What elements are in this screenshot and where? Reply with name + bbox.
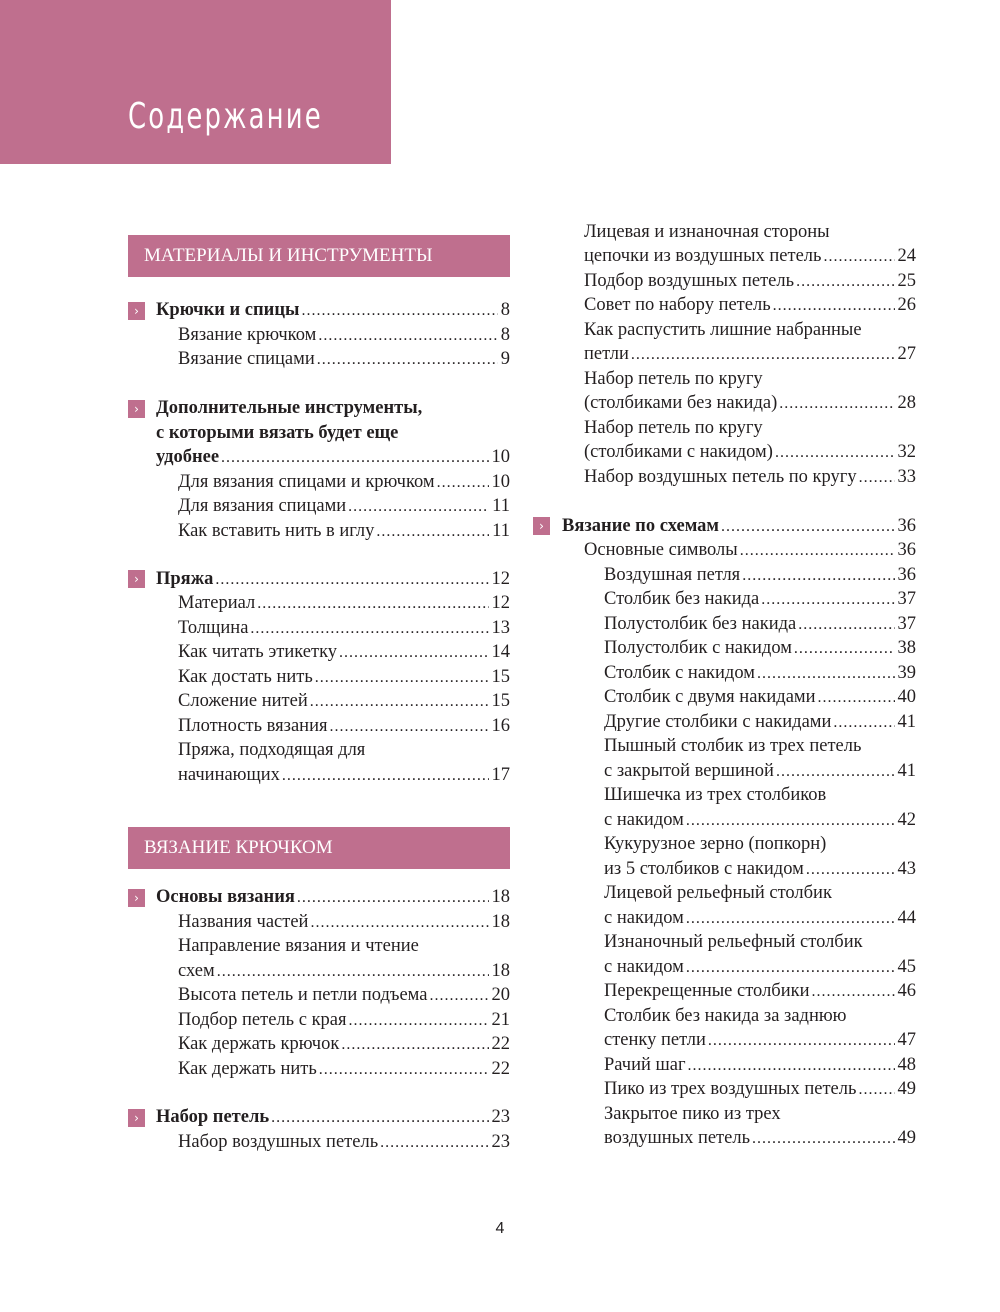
toc-entry-page: 21 — [491, 1010, 510, 1030]
toc-entry[interactable] — [178, 763, 510, 788]
toc-entry-title: Столбик без накида — [604, 589, 760, 609]
leader-dots — [818, 686, 895, 711]
toc-entry-title: Полустолбик без накида — [604, 614, 797, 634]
toc-entry-page: 24 — [897, 246, 916, 266]
leader-dots — [740, 539, 895, 564]
leader-dots — [349, 1009, 489, 1034]
toc-entry-title: с закрытой вершиной — [604, 761, 774, 781]
toc-entry-title: Крючки и спицы — [156, 300, 300, 320]
leader-dots — [429, 984, 488, 1009]
leader-dots — [341, 1033, 488, 1058]
leader-dots — [380, 1131, 488, 1156]
toc-entry[interactable] — [178, 323, 510, 348]
toc-entry-page: 10 — [491, 472, 510, 492]
toc-entry[interactable] — [178, 1130, 510, 1155]
toc-entry-page: 16 — [491, 716, 510, 736]
toc-entry-title: Воздушная петля — [604, 565, 741, 585]
toc-entry-title: Рачий шаг — [604, 1055, 686, 1075]
toc-entry[interactable] — [178, 519, 510, 544]
toc-entry[interactable] — [604, 612, 916, 637]
toc-entry-title: с накидом — [604, 957, 684, 977]
toc-entry-title-line: Столбик без накида за заднюю — [604, 1006, 847, 1026]
toc-entry-title: Как читать этикетку — [178, 642, 338, 662]
toc-entry-title: Как вставить нить в иглу — [178, 521, 375, 541]
section-heading-materials: МАТЕРИАЛЫ И ИНСТРУМЕНТЫ — [128, 235, 510, 277]
leader-dots — [329, 715, 488, 740]
toc-entry-page: 37 — [897, 614, 916, 634]
toc-entry-title: с накидом — [604, 908, 684, 928]
toc-entry[interactable] — [178, 1057, 510, 1082]
toc-entry[interactable] — [584, 391, 916, 416]
toc-entry[interactable] — [604, 979, 916, 1004]
toc-entry[interactable] — [562, 514, 916, 539]
toc-entry[interactable] — [584, 440, 916, 465]
leader-dots — [221, 446, 488, 471]
toc-entry-page: 18 — [491, 961, 510, 981]
chevron-right-icon: › — [128, 400, 145, 418]
toc-entry[interactable] — [178, 616, 510, 641]
toc-entry-page: 41 — [897, 761, 916, 781]
toc-entry-title: Столбик с накидом — [604, 663, 755, 683]
toc-entry-title: Материал — [178, 593, 256, 613]
chevron-right-icon: › — [128, 570, 145, 588]
toc-entry[interactable] — [604, 636, 916, 661]
toc-entry-title: Полустолбик с накидом — [604, 638, 792, 658]
toc-entry-title-line: Лицевой рельефный столбик — [604, 883, 832, 903]
toc-entry-page: 14 — [491, 642, 510, 662]
leader-dots — [297, 886, 489, 911]
leader-dots — [708, 1029, 895, 1054]
toc-entry-title: Основы вязания — [156, 887, 295, 907]
toc-entry[interactable] — [604, 808, 916, 833]
toc-entry-page: 22 — [491, 1034, 510, 1054]
toc-entry[interactable] — [156, 1105, 510, 1130]
toc-entry-page: 25 — [897, 271, 916, 291]
toc-entry-title: Пряжа — [156, 569, 214, 589]
toc-entry-title: Вязание крючком — [178, 325, 317, 345]
leader-dots — [794, 637, 895, 662]
toc-entry-title: петли — [584, 344, 629, 364]
toc-entry-page: 38 — [897, 638, 916, 658]
toc-entry[interactable] — [156, 885, 510, 910]
toc-entry-page: 48 — [897, 1055, 916, 1075]
toc-entry-page: 27 — [897, 344, 916, 364]
toc-entry-page: 46 — [897, 981, 916, 1001]
toc-entry-title: из 5 столбиков с накидом — [604, 859, 804, 879]
toc-entry[interactable] — [604, 685, 916, 710]
leader-dots — [833, 711, 894, 736]
toc-entry[interactable] — [604, 1053, 916, 1078]
toc-entry-title: с накидом — [604, 810, 684, 830]
toc-entry-page: 26 — [897, 295, 916, 315]
toc-entry-page: 13 — [491, 618, 510, 638]
page-title: Содержание — [128, 96, 323, 137]
toc-entry[interactable] — [584, 293, 916, 318]
toc-entry-title: Столбик с двумя накидами — [604, 687, 816, 707]
leader-dots — [686, 956, 895, 981]
leader-dots — [310, 911, 488, 936]
toc-entry-page: 39 — [897, 663, 916, 683]
toc-entry-page: 40 — [897, 687, 916, 707]
toc-entry-title: Пико из трех воздушных петель — [604, 1079, 857, 1099]
leader-dots — [776, 760, 895, 785]
toc-entry[interactable] — [178, 347, 510, 372]
leader-dots — [257, 592, 488, 617]
leader-dots — [859, 466, 895, 491]
leader-dots — [721, 515, 894, 540]
title-banner — [0, 0, 391, 164]
toc-entry-page: 28 — [897, 393, 916, 413]
toc-entry[interactable] — [178, 494, 510, 519]
leader-dots — [686, 907, 895, 932]
toc-entry-page: 22 — [491, 1059, 510, 1079]
toc-entry[interactable] — [178, 1008, 510, 1033]
toc-entry[interactable] — [156, 567, 510, 592]
toc-entry[interactable] — [604, 1028, 916, 1053]
toc-entry-page: 41 — [897, 712, 916, 732]
toc-entry-title-line: Набор петель по кругу — [584, 369, 763, 389]
leader-dots — [773, 294, 895, 319]
leader-dots — [823, 245, 894, 270]
toc-entry[interactable] — [178, 959, 510, 984]
chevron-right-icon: › — [128, 1109, 145, 1127]
toc-entry-page: 36 — [897, 516, 916, 536]
toc-entry[interactable] — [604, 1126, 916, 1151]
leader-dots — [310, 690, 489, 715]
toc-entry-page: 49 — [897, 1128, 916, 1148]
chevron-right-icon: › — [128, 302, 145, 320]
toc-entry[interactable] — [604, 587, 916, 612]
toc-entry-page: 11 — [492, 521, 510, 541]
toc-entry[interactable] — [604, 906, 916, 931]
toc-entry[interactable] — [178, 910, 510, 935]
leader-dots — [798, 613, 894, 638]
toc-entry[interactable] — [156, 445, 510, 470]
toc-entry-page: 8 — [500, 300, 510, 320]
toc-entry-title: Толщина — [178, 618, 249, 638]
toc-entry[interactable] — [178, 591, 510, 616]
section-heading-crochet: ВЯЗАНИЕ КРЮЧКОМ — [128, 827, 510, 869]
toc-entry-title: Подбор петель с края — [178, 1010, 347, 1030]
toc-entry[interactable] — [584, 538, 916, 563]
toc-entry-title: Набор петель — [156, 1107, 270, 1127]
toc-entry-title: Как достать нить — [178, 667, 313, 687]
leader-dots — [282, 764, 489, 789]
page-number: 4 — [495, 1220, 505, 1237]
leader-dots — [686, 809, 895, 834]
toc-entry-title: Для вязания спицами и крючком — [178, 472, 435, 492]
toc-entry[interactable] — [178, 1032, 510, 1057]
toc-entry-title-line: Набор петель по кругу — [584, 418, 763, 438]
toc-entry-title-line: Направление вязания и чтение — [178, 936, 419, 956]
toc-entry-title: Высота петель и петли подъема — [178, 985, 428, 1005]
leader-dots — [761, 588, 894, 613]
toc-entry-page: 36 — [897, 540, 916, 560]
toc-entry-title: Набор воздушных петель — [178, 1132, 379, 1152]
toc-entry-title: цепочки из воздушных петель — [584, 246, 822, 266]
toc-entry-page: 18 — [491, 912, 510, 932]
toc-entry-page: 15 — [491, 691, 510, 711]
toc-entry[interactable] — [604, 1077, 916, 1102]
toc-entry[interactable] — [584, 269, 916, 294]
toc-entry-title: Как держать нить — [178, 1059, 317, 1079]
leader-dots — [757, 662, 895, 687]
toc-entry-title: Набор воздушных петель по кругу — [584, 467, 857, 487]
toc-entry-title-line: с которыми вязать будет еще — [156, 423, 399, 443]
toc-entry-title: схем — [178, 961, 215, 981]
chevron-right-icon: › — [533, 517, 550, 535]
leader-dots — [796, 270, 894, 295]
leader-dots — [348, 495, 489, 520]
toc-entry-page: 42 — [897, 810, 916, 830]
leader-dots — [315, 666, 489, 691]
toc-entry-page: 47 — [897, 1030, 916, 1050]
leader-dots — [319, 1058, 489, 1083]
leader-dots — [688, 1054, 895, 1079]
toc-entry-page: 49 — [897, 1079, 916, 1099]
leader-dots — [317, 348, 498, 373]
toc-entry-title: удобнее — [156, 447, 220, 467]
toc-entry-title: Сложение нитей — [178, 691, 308, 711]
toc-entry-page: 10 — [491, 447, 510, 467]
leader-dots — [215, 568, 488, 593]
toc-entry[interactable] — [178, 665, 510, 690]
toc-entry[interactable] — [584, 244, 916, 269]
toc-entry-title-line: Лицевая и изнаночная стороны — [584, 222, 830, 242]
leader-dots — [779, 392, 894, 417]
toc-entry[interactable] — [584, 465, 916, 490]
toc-entry-title-line: Как распустить лишние набранные — [584, 320, 862, 340]
toc-entry[interactable] — [178, 640, 510, 665]
toc-entry-title: Плотность вязания — [178, 716, 328, 736]
toc-entry[interactable] — [604, 710, 916, 735]
toc-entry-page: 12 — [491, 593, 510, 613]
toc-entry-title-line: Изнаночный рельефный столбик — [604, 932, 863, 952]
toc-entry[interactable] — [604, 563, 916, 588]
toc-entry-page: 37 — [897, 589, 916, 609]
toc-entry-page: 32 — [897, 442, 916, 462]
toc-entry-title-line: Кукурузное зерно (попкорн) — [604, 834, 827, 854]
toc-entry-title: воздушных петель — [604, 1128, 751, 1148]
toc-entry-page: 8 — [500, 325, 510, 345]
toc-entry[interactable] — [178, 470, 510, 495]
leader-dots — [318, 324, 497, 349]
toc-entry[interactable] — [604, 661, 916, 686]
chevron-right-icon: › — [128, 889, 145, 907]
toc-entry-title: Перекрещенные столбики — [604, 981, 810, 1001]
toc-entry[interactable] — [604, 857, 916, 882]
toc-entry-title: Подбор воздушных петель — [584, 271, 795, 291]
toc-entry-page: 12 — [491, 569, 510, 589]
toc-entry[interactable] — [178, 714, 510, 739]
toc-entry-page: 33 — [897, 467, 916, 487]
toc-entry[interactable] — [584, 342, 916, 367]
toc-entry-page: 17 — [491, 765, 510, 785]
toc-entry[interactable] — [604, 955, 916, 980]
leader-dots — [271, 1106, 488, 1131]
toc-entry-title: Основные символы — [584, 540, 738, 560]
leader-dots — [376, 520, 489, 545]
leader-dots — [301, 299, 497, 324]
leader-dots — [742, 564, 894, 589]
toc-entry-page: 23 — [491, 1107, 510, 1127]
toc-entry-title-line: Шишечка из трех столбиков — [604, 785, 827, 805]
toc-entry-title: стенку петли — [604, 1030, 706, 1050]
toc-entry[interactable] — [156, 298, 510, 323]
toc-entry-title: Вязание спицами — [178, 349, 315, 369]
toc-entry-title: Совет по набору петель — [584, 295, 771, 315]
toc-entry-title: Как держать крючок — [178, 1034, 340, 1054]
leader-dots — [858, 1078, 894, 1103]
toc-entry-title-line: Пряжа, подходящая для — [178, 740, 366, 760]
toc-entry-title-line: Закрытое пико из трех — [604, 1104, 781, 1124]
toc-entry-page: 23 — [491, 1132, 510, 1152]
toc-entry-title-line: Дополнительные инструменты, — [156, 398, 423, 418]
leader-dots — [250, 617, 488, 642]
toc-entry[interactable] — [178, 689, 510, 714]
toc-entry-title: Для вязания спицами — [178, 496, 347, 516]
leader-dots — [806, 858, 895, 883]
toc-entry-page: 11 — [492, 496, 510, 516]
toc-entry-title: Вязание по схемам — [562, 516, 720, 536]
toc-entry-page: 44 — [897, 908, 916, 928]
toc-entry-title: Другие столбики с накидами — [604, 712, 832, 732]
toc-entry-title: Названия частей — [178, 912, 309, 932]
toc-entry-page: 45 — [897, 957, 916, 977]
leader-dots — [812, 980, 895, 1005]
toc-entry-page: 15 — [491, 667, 510, 687]
leader-dots — [339, 641, 488, 666]
toc-entry-page: 18 — [491, 887, 510, 907]
toc-entry-title-line: Пышный столбик из трех петель — [604, 736, 862, 756]
toc-entry-page: 36 — [897, 565, 916, 585]
toc-entry-title: (столбиками с накидом) — [584, 442, 773, 462]
toc-entry-title: начинающих — [178, 765, 280, 785]
toc-entry[interactable] — [178, 983, 510, 1008]
leader-dots — [217, 960, 489, 985]
leader-dots — [775, 441, 895, 466]
leader-dots — [631, 343, 895, 368]
leader-dots — [437, 471, 489, 496]
toc-entry-page: 9 — [500, 349, 510, 369]
toc-entry-page: 20 — [491, 985, 510, 1005]
toc-entry[interactable] — [604, 759, 916, 784]
toc-entry-page: 43 — [897, 859, 916, 879]
leader-dots — [752, 1127, 894, 1152]
toc-entry-title: (столбиками без накида) — [584, 393, 778, 413]
